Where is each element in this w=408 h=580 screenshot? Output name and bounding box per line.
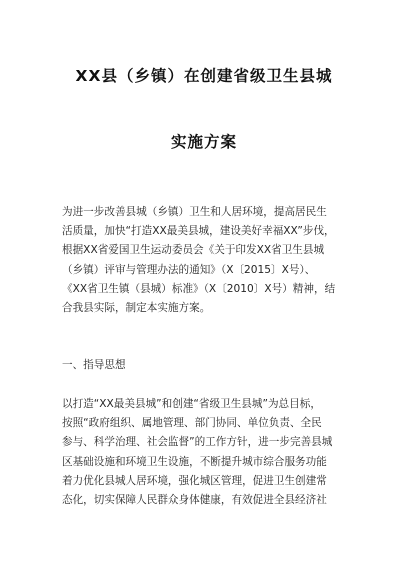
intro-paragraph — [62, 203, 362, 318]
guiding-principle-paragraph — [62, 395, 362, 510]
paragraph-line: 区基础设施和环境卫生设施，不断提升城市综合服务功能 — [62, 455, 327, 468]
paragraph-line: 活质量，加快“打造XX最美县城，建设美好幸福XX”步伐， — [62, 225, 335, 238]
paragraph-line: 《XX省卫生镇（县城）标准》（X〔2010〕X号）精神，结 — [62, 282, 336, 295]
paragraph-line: 合我县实际，制定本实施方案。 — [62, 302, 211, 315]
document-subtitle: 实施方案 — [170, 133, 237, 151]
paragraph-line: 参与、科学治理、社会监督”的工作方针，进一步完善县城 — [62, 436, 333, 449]
section-heading: 一、指导思想 — [62, 359, 126, 371]
paragraph-line: 态化，切实保障人民群众身体健康，有效促进全县经济社 — [62, 494, 327, 507]
document-title: XX县（乡镇）在创建省级卫生县城 — [75, 67, 333, 85]
paragraph-line: 为进一步改善县城（乡镇）卫生和人居环境，提高居民生 — [62, 206, 327, 218]
paragraph-line: 着力优化县城人居环境，强化城区管理，促进卫生创建常 — [62, 474, 327, 487]
paragraph-line: 按照“政府组织、属地管理、部门协同、单位负责、全民 — [62, 417, 322, 430]
paragraph-line: 根据XX省爱国卫生运动委员会《关于印发XX省卫生县城 — [62, 244, 325, 257]
paragraph-line: （乡镇）评审与管理办法的通知》（X〔2015〕X号）、 — [62, 263, 316, 276]
paragraph-line: 以打造“XX最美县城”和创建“省级卫生县城”为总目标， — [62, 398, 321, 410]
